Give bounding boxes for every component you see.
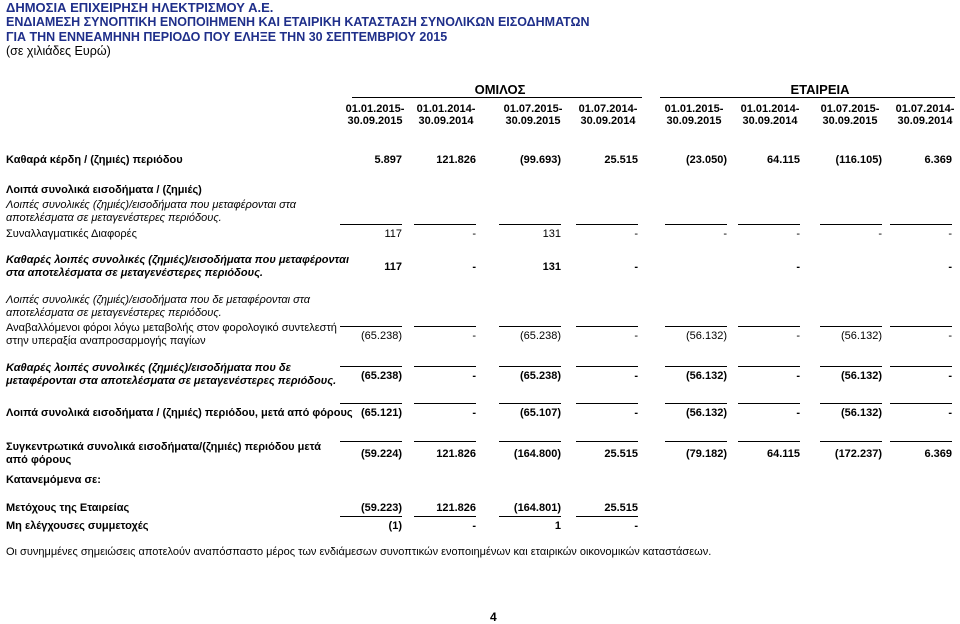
column-header-line1: 01.01.2014- xyxy=(740,103,800,115)
cell-value: (56.132) xyxy=(841,370,882,382)
row-label-reclass-heading-2: αποτελέσματα σε μεταγενέστερες περιόδους. xyxy=(6,212,222,224)
cell-rule xyxy=(340,366,402,367)
cell-rule xyxy=(414,403,476,404)
row-label-net-reclass-1: Καθαρές λοιπές συνολικές (ζημιές)/εισοδήματα που μεταφέρονται xyxy=(6,254,349,266)
cell-value: 64.115 xyxy=(766,448,800,460)
row-label-net-reclass-2: στα αποτελέσματα σε μεταγενέστερες περιόδους. xyxy=(6,267,263,279)
cell-rule xyxy=(890,326,952,327)
group-underline-etaireia xyxy=(660,97,955,98)
column-header-line1: 01.01.2015- xyxy=(664,103,724,115)
cell-rule xyxy=(820,441,882,442)
row-label-nci: Μη ελέγχουσες συμμετοχές xyxy=(6,520,149,532)
cell-rule xyxy=(890,366,952,367)
row-label-net-profit: Καθαρά κέρδη / (ζημιές) περιόδου xyxy=(6,154,183,166)
cell-value: - xyxy=(634,228,638,240)
statement-title: ΕΝΔΙΑΜΕΣΗ ΣΥΝΟΠΤΙΚΗ ΕΝΟΠΟΙΗΜΕΝΗ ΚΑΙ ΕΤΑΙΡΙΚΗ ΚΑΤΑΣΤΑΣΗ ΣΥΝΟΛΙΚΩΝ ΕΙΣΟΔΗΜΑΤΩΝ xyxy=(6,15,590,29)
cell-value: - xyxy=(634,370,638,382)
cell-value: 6.369 xyxy=(924,448,952,460)
cell-value: 25.515 xyxy=(604,154,638,166)
cell-value: (65.107) xyxy=(520,407,561,419)
cell-value: - xyxy=(634,261,638,273)
row-label-deferred-tax-1: Αναβαλλόμενοι φόροι λόγω μεταβολής στον φορολογικό συντελεστή xyxy=(6,322,337,334)
column-header-line2: 30.09.2014 xyxy=(742,115,798,127)
cell-value: - xyxy=(472,407,476,419)
cell-value: (59.223) xyxy=(361,502,402,514)
column-header-4 xyxy=(573,103,643,127)
cell-rule xyxy=(665,366,727,367)
row-label-net-nonreclass-1: Καθαρές λοιπές συνολικές (ζημιές)/εισοδήματα που δε xyxy=(6,362,291,374)
cell-rule xyxy=(738,326,800,327)
currency-unit: (σε χιλιάδες Ευρώ) xyxy=(6,44,111,58)
column-header-line2: 30.09.2015 xyxy=(666,115,722,127)
cell-rule xyxy=(414,516,476,517)
column-header-1 xyxy=(340,103,410,127)
column-header-line1: 01.07.2015- xyxy=(503,103,563,115)
cell-value: - xyxy=(634,520,638,532)
cell-value: 5.897 xyxy=(374,154,402,166)
cell-rule xyxy=(414,224,476,225)
cell-value: (172.237) xyxy=(834,448,882,460)
column-header-line1: 01.07.2015- xyxy=(820,103,880,115)
cell-value: - xyxy=(796,330,800,342)
cell-value: 64.115 xyxy=(766,154,800,166)
cell-rule xyxy=(414,366,476,367)
cell-value: 131 xyxy=(542,261,561,273)
column-header-line1: 01.07.2014- xyxy=(578,103,638,115)
cell-rule xyxy=(499,403,561,404)
cell-rule xyxy=(340,326,402,327)
row-label-total-ci-1: Συγκεντρωτικά συνολικά εισοδήματα/(ζημιές) περιόδου μετά xyxy=(6,441,321,453)
cell-rule xyxy=(340,516,402,517)
cell-value: - xyxy=(948,330,952,342)
cell-rule xyxy=(414,441,476,442)
column-header-line2: 30.09.2015 xyxy=(822,115,878,127)
column-header-line2: 30.09.2014 xyxy=(580,115,636,127)
cell-value: (56.132) xyxy=(686,370,727,382)
cell-rule xyxy=(738,403,800,404)
cell-value: (65.238) xyxy=(361,330,402,342)
cell-rule xyxy=(665,403,727,404)
cell-rule xyxy=(340,403,402,404)
cell-value: - xyxy=(472,520,476,532)
cell-rule xyxy=(665,441,727,442)
cell-value: - xyxy=(878,228,882,240)
cell-value: 25.515 xyxy=(604,502,638,514)
cell-value: - xyxy=(796,261,800,273)
cell-rule xyxy=(576,516,638,517)
cell-rule xyxy=(890,403,952,404)
column-header-3 xyxy=(498,103,568,127)
cell-value: - xyxy=(796,228,800,240)
column-header-5 xyxy=(659,103,729,127)
cell-rule xyxy=(890,224,952,225)
cell-value: - xyxy=(948,228,952,240)
cell-rule xyxy=(665,224,727,225)
cell-rule xyxy=(576,403,638,404)
cell-value: - xyxy=(472,370,476,382)
cell-value: - xyxy=(796,370,800,382)
row-label-nonreclass-heading-1: Λοιπές συνολικές (ζημιές)/εισοδήματα που δε μεταφέρονται στα xyxy=(6,294,311,306)
column-header-8 xyxy=(890,103,960,127)
cell-value: (56.132) xyxy=(841,407,882,419)
cell-value: - xyxy=(948,407,952,419)
group-header-etaireia: ΕΤΑΙΡΕΙΑ xyxy=(790,82,850,97)
row-label-oci-after-tax: Λοιπά συνολικά εισοδήματα / (ζημιές) περιόδου, μετά από φόρους xyxy=(6,407,353,419)
column-header-line1: 01.01.2015- xyxy=(345,103,405,115)
group-header-omilos: ΟΜΙΛΟΣ xyxy=(474,82,526,97)
cell-rule xyxy=(499,366,561,367)
column-header-line2: 30.09.2014 xyxy=(418,115,474,127)
cell-rule xyxy=(414,326,476,327)
cell-value: 121.826 xyxy=(436,448,476,460)
cell-value: (1) xyxy=(388,520,402,532)
cell-rule xyxy=(499,441,561,442)
cell-rule xyxy=(738,224,800,225)
cell-rule xyxy=(738,441,800,442)
cell-value: (59.224) xyxy=(361,448,402,460)
column-header-line2: 30.09.2015 xyxy=(505,115,561,127)
cell-rule xyxy=(890,441,952,442)
row-label-owners: Μετόχους της Εταιρείας xyxy=(6,502,130,514)
row-label-net-nonreclass-2: μεταφέρονται στα αποτελέσματα σε μεταγενέστερες περιόδους. xyxy=(6,375,337,387)
cell-value: - xyxy=(948,370,952,382)
cell-value: 117 xyxy=(384,228,402,240)
cell-rule xyxy=(738,366,800,367)
footer-note: Οι συνημμένες σημειώσεις αποτελούν αναπόσπαστο μέρος των ενδιάμεσων συνοπτικών ενοποιημένων και εταιρικών οικονομικών καταστάσεων. xyxy=(6,546,712,558)
column-header-line1: 01.01.2014- xyxy=(416,103,476,115)
cell-value: - xyxy=(796,407,800,419)
row-label-reclass-heading-1: Λοιπές συνολικές (ζημιές)/εισοδήματα που μεταφέρονται στα xyxy=(6,199,297,211)
cell-rule xyxy=(576,326,638,327)
cell-value: (79.182) xyxy=(686,448,727,460)
cell-rule xyxy=(499,326,561,327)
cell-value: 121.826 xyxy=(436,154,476,166)
cell-value: (65.238) xyxy=(520,370,561,382)
cell-rule xyxy=(820,326,882,327)
cell-rule xyxy=(576,224,638,225)
cell-value: 131 xyxy=(542,228,561,240)
row-label-attributable: Κατανεμόμενα σε: xyxy=(6,474,101,486)
cell-value: (65.238) xyxy=(520,330,561,342)
column-header-line1: 01.07.2014- xyxy=(895,103,955,115)
cell-rule xyxy=(820,403,882,404)
cell-rule xyxy=(576,441,638,442)
cell-value: - xyxy=(634,330,638,342)
cell-value: 117 xyxy=(384,261,402,273)
cell-value: (65.238) xyxy=(361,370,402,382)
column-header-2 xyxy=(411,103,481,127)
column-header-line2: 30.09.2014 xyxy=(897,115,953,127)
company-title: ΔΗΜΟΣΙΑ ΕΠΙΧΕΙΡΗΣΗ ΗΛΕΚΤΡΙΣΜΟΥ Α.Ε. xyxy=(6,0,274,15)
cell-value: (164.801) xyxy=(513,502,561,514)
row-label-oci-heading: Λοιπά συνολικά εισοδήματα / (ζημιές) xyxy=(6,184,202,196)
cell-value: (56.132) xyxy=(686,407,727,419)
cell-value: 121.826 xyxy=(436,502,476,514)
cell-rule xyxy=(340,224,402,225)
cell-rule xyxy=(499,224,561,225)
cell-value: 1 xyxy=(554,520,561,532)
group-underline-omilos xyxy=(352,97,642,98)
cell-rule xyxy=(820,224,882,225)
page-number: 4 xyxy=(490,610,497,624)
cell-value: - xyxy=(723,228,727,240)
cell-value: - xyxy=(472,228,476,240)
row-label-deferred-tax-2: στην υπεραξία αναπροσαρμογής παγίων xyxy=(6,335,206,347)
cell-value: - xyxy=(472,261,476,273)
cell-value: (164.800) xyxy=(513,448,561,460)
cell-rule xyxy=(820,366,882,367)
cell-value: (56.132) xyxy=(841,330,882,342)
cell-value: (23.050) xyxy=(686,154,727,166)
statement-period: ΓΙΑ ΤΗΝ ΕΝΝΕΑΜΗΝΗ ΠΕΡΙΟΔΟ ΠΟΥ ΕΛΗΞΕ ΤΗΝ 30 ΣΕΠΤΕΜΒΡΙΟΥ 2015 xyxy=(6,30,448,44)
cell-value: (99.693) xyxy=(520,154,561,166)
row-label-nonreclass-heading-2: αποτελέσματα σε μεταγενέστερες περιόδους. xyxy=(6,307,222,319)
cell-value: 25.515 xyxy=(604,448,638,460)
cell-value: (116.105) xyxy=(835,154,882,166)
column-header-7 xyxy=(815,103,885,127)
cell-rule xyxy=(499,516,561,517)
row-label-total-ci-2: από φόρους xyxy=(6,454,72,466)
cell-rule xyxy=(340,441,402,442)
cell-value: 6.369 xyxy=(924,154,952,166)
row-label-fx: Συναλλαγματικές Διαφορές xyxy=(6,228,137,240)
cell-value: (65.121) xyxy=(361,407,402,419)
column-header-6 xyxy=(735,103,805,127)
cell-value: (56.132) xyxy=(686,330,727,342)
cell-rule xyxy=(576,366,638,367)
cell-value: - xyxy=(634,407,638,419)
cell-value: - xyxy=(948,261,952,273)
cell-value: - xyxy=(472,330,476,342)
cell-rule xyxy=(665,326,727,327)
column-header-line2: 30.09.2015 xyxy=(347,115,403,127)
